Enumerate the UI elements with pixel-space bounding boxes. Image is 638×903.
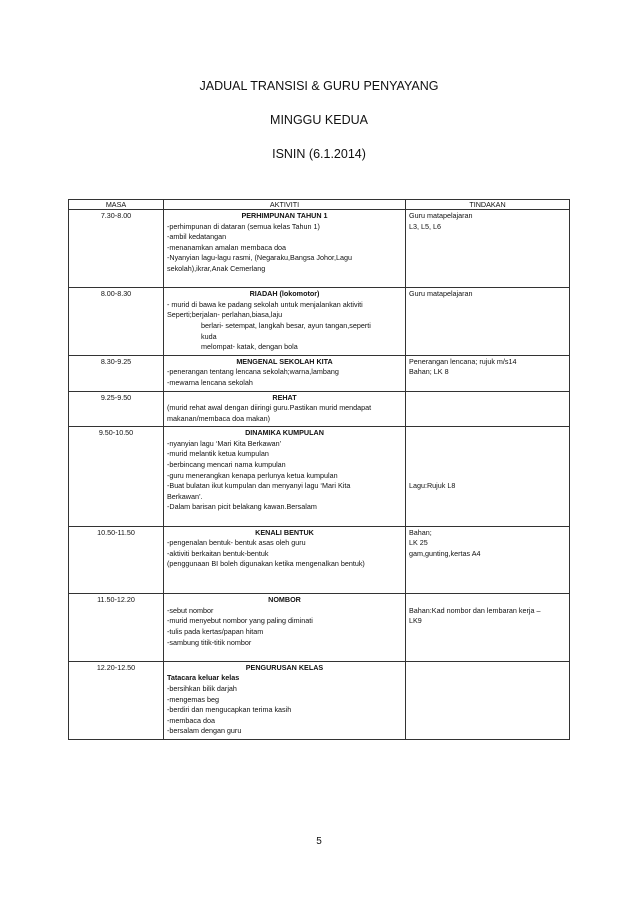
page-number: 5	[316, 836, 322, 847]
action-line: gam,gunting,kertas A4	[409, 548, 481, 558]
table-row	[69, 355, 570, 391]
activity-heading: DINAMIKA KUMPULAN	[245, 428, 324, 438]
time-cell: 11.50-12.20	[69, 594, 164, 662]
activity-cell	[164, 288, 406, 356]
activity-line: -Buat bulatan ikut kumpulan dan menyanyi lagu ‘Mari Kita	[167, 481, 351, 491]
action-line: LK9	[409, 616, 422, 626]
action-line: Penerangan lencana; rujuk m/s14	[409, 356, 517, 366]
activity-line: -bersalam dengan guru	[167, 726, 242, 736]
schedule-table	[68, 199, 570, 740]
time-cell: 7.30-8.00	[69, 210, 164, 288]
activity-line: -berdiri dan mengucapkan terima kasih	[167, 705, 292, 715]
activity-line: -Dalam barisan picit belakang kawan.Bersalam	[167, 502, 317, 512]
activity-cell	[164, 210, 406, 288]
activity-line: Berkawan’.	[167, 491, 203, 501]
table-row	[69, 594, 570, 662]
action-cell	[406, 594, 570, 662]
activity-line: -menanamkan amalan membaca doa	[167, 242, 287, 252]
activity-line: sekolah),ikrar,Anak Cemerlang	[167, 263, 266, 273]
activity-line: -murid menyebut nombor yang paling diminati	[167, 616, 313, 626]
activity-heading: REHAT	[272, 392, 297, 402]
table-row	[69, 288, 570, 356]
activity-cell	[164, 427, 406, 526]
column-header-masa: MASA	[69, 200, 164, 210]
activity-line: berlari- setempat, langkah besar, ayun tangan,seperti	[201, 320, 371, 330]
activity-line: -mewarna lencana sekolah	[167, 377, 253, 387]
day-label: ISNIN (6.1.2014)	[272, 147, 366, 161]
action-line: Guru matapelajaran	[409, 211, 473, 220]
action-line: L3, L5, L6	[409, 221, 441, 231]
action-cell	[406, 526, 570, 594]
time-cell: 8.00-8.30	[69, 288, 164, 356]
activity-line: -tulis pada kertas/papan hitam	[167, 626, 264, 636]
action-line: Bahan;	[409, 527, 432, 537]
action-line: LK 25	[409, 538, 428, 548]
column-header-tindakan: TINDAKAN	[406, 200, 570, 210]
time-cell: 12.20-12.50	[69, 661, 164, 739]
action-cell	[406, 427, 570, 526]
activity-cell	[164, 594, 406, 662]
activity-line: -perhimpunan di dataran (semua kelas Tahun 1)	[167, 221, 320, 231]
activity-line: melompat- katak, dengan bola	[201, 342, 298, 352]
activity-line: -Nyanyian lagu-lagu rasmi, (Negaraku,Bangsa Johor,Lagu	[167, 253, 352, 263]
activity-line: -mengemas beg	[167, 694, 219, 704]
activity-line: -nyanyian lagu ‘Mari Kita Berkawan’	[167, 438, 282, 448]
activity-line: -guru menerangkan kenapa perlunya ketua kumpulan	[167, 470, 338, 480]
activity-cell	[164, 661, 406, 739]
table-row	[69, 526, 570, 594]
activity-line: -sambung titik-titik nombor	[167, 637, 252, 647]
activity-cell	[164, 391, 406, 427]
week-label: MINGGU KEDUA	[270, 113, 368, 127]
action-line: Lagu:Rujuk L8	[409, 481, 456, 491]
header-row	[69, 200, 570, 210]
activity-line: -pengenalan bentuk- bentuk asas oleh guru	[167, 538, 306, 548]
column-header-aktiviti: AKTIVITI	[164, 200, 406, 210]
activity-heading: KENALI BENTUK	[255, 527, 314, 537]
activity-line: -ambil kedatangan	[167, 232, 227, 242]
activity-line: - murid di bawa ke padang sekolah untuk menjalankan aktiviti	[167, 299, 363, 309]
action-cell	[406, 210, 570, 288]
action-cell	[406, 355, 570, 391]
activity-line: -bersihkan bilik darjah	[167, 683, 237, 693]
activity-cell	[164, 355, 406, 391]
activity-cell	[164, 526, 406, 594]
time-cell: 10.50-11.50	[69, 526, 164, 594]
activity-line: makanan/membaca doa makan)	[167, 413, 271, 423]
table-row	[69, 427, 570, 526]
activity-line: -murid melantik ketua kumpulan	[167, 449, 269, 459]
activity-line: -sebut nombor	[167, 605, 214, 615]
activity-line: -berbincang mencari nama kumpulan	[167, 460, 286, 470]
activity-heading: RIADAH (lokomotor)	[249, 289, 320, 299]
time-cell: 9.50-10.50	[69, 427, 164, 526]
activity-line: -aktiviti berkaitan bentuk-bentuk	[167, 548, 269, 558]
activity-line: (penggunaan BI boleh digunakan ketika mengenalkan bentuk)	[167, 559, 365, 569]
time-cell: 9.25-9.50	[69, 391, 164, 427]
activity-line: -penerangan tentang lencana sekolah;warna,lambang	[167, 367, 339, 377]
table-row	[69, 661, 570, 739]
table-row	[69, 391, 570, 427]
action-line: Guru matapelajaran	[409, 289, 473, 299]
activity-heading: PERHIMPUNAN TAHUN 1	[241, 211, 328, 220]
action-cell	[406, 661, 570, 739]
table-row	[69, 210, 570, 288]
document-title: JADUAL TRANSISI & GURU PENYAYANG	[199, 79, 439, 93]
activity-heading: PENGURUSAN KELAS	[245, 662, 324, 672]
title-block	[0, 78, 638, 162]
activity-subheading: Tatacara keluar kelas	[167, 673, 240, 683]
activity-line: -membaca doa	[167, 715, 215, 725]
activity-line: Seperti;berjalan- perlahan,biasa,laju	[167, 310, 283, 320]
activity-heading: NOMBOR	[268, 595, 301, 605]
activity-heading: MENGENAL SEKOLAH KITA	[236, 356, 333, 366]
activity-line: kuda	[201, 331, 217, 341]
time-cell: 8.30-9.25	[69, 355, 164, 391]
action-line: Bahan:Kad nombor dan lembaran kerja –	[409, 605, 541, 615]
action-cell	[406, 391, 570, 427]
action-cell	[406, 288, 570, 356]
action-line: Bahan; LK 8	[409, 367, 449, 377]
activity-line: (murid rehat awal dengan diiringi guru.Pastikan murid mendapat	[167, 403, 372, 413]
